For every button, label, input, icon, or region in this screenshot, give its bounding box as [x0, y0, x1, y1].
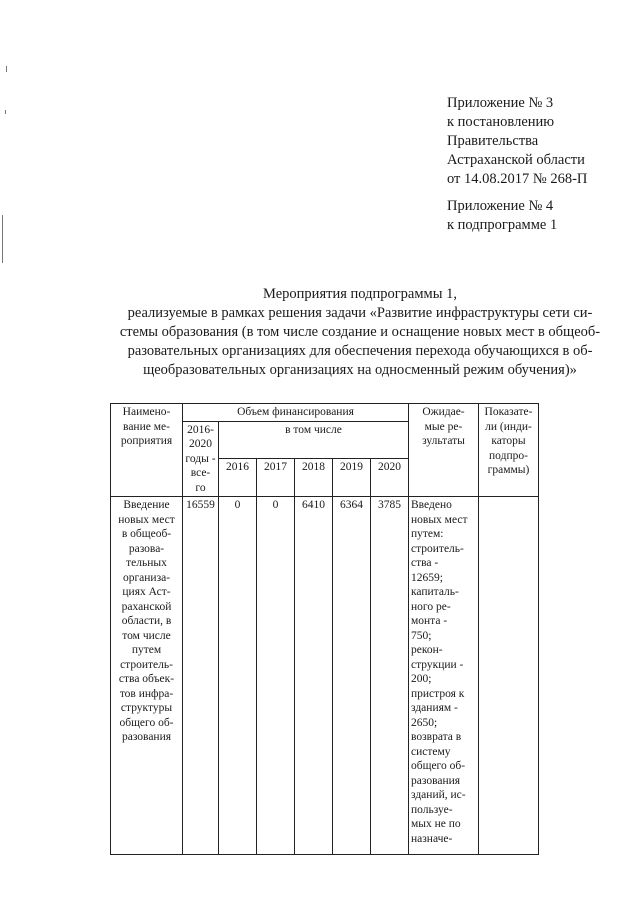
title-line: щеобразовательных организациях на односменный режим обучения)»: [143, 362, 577, 378]
header-year: 2020: [371, 459, 409, 497]
appendix-block-sub: [447, 197, 627, 235]
document-title: [100, 285, 620, 380]
row-indicators: [479, 497, 539, 855]
header-year: 2017: [257, 459, 295, 497]
appendix-line: к постановлению: [447, 114, 555, 130]
title-line: разовательных организациях для обеспечения перехода обучающихся в об-: [127, 343, 593, 359]
scan-mark: [2, 215, 3, 263]
header-total: 2016- 2020 годы - все- го: [183, 421, 219, 497]
row-name: Введение новых мест в общеоб- разова- тельных организа- циях Аст- раханской области, в том числе путем строитель- ства объек- тов инфра- структуры общего об- разования: [111, 497, 183, 855]
header-name: Наимено- вание ме- роприятия: [111, 404, 183, 497]
title-line: Мероприятия подпрограммы 1,: [263, 286, 457, 302]
appendix-line: Астраханской области: [447, 152, 585, 168]
title-line: стемы образования (в том числе создание и оснащение новых мест в общеоб-: [119, 324, 601, 340]
table-row: [111, 497, 539, 855]
header-year: 2016: [219, 459, 257, 497]
appendix-line: к подпрограмме 1: [447, 217, 558, 233]
title-line: реализуемые в рамках решения задачи «Развитие инфраструктуры сети си-: [127, 305, 593, 321]
appendix-line: от 14.08.2017 № 268-П: [447, 171, 588, 187]
appendix-line: Правительства: [447, 133, 539, 149]
header-year: 2019: [333, 459, 371, 497]
appendix-line: Приложение № 3: [447, 95, 554, 111]
row-year-value: 3785: [371, 497, 409, 855]
header-financing: Объем финансирования: [183, 404, 409, 422]
scan-mark: [5, 110, 6, 114]
row-year-value: 0: [257, 497, 295, 855]
appendix-block-main: [447, 94, 627, 189]
scan-mark: [6, 66, 7, 72]
measures-table: [110, 403, 539, 855]
header-results: Ожидае- мые ре- зультаты: [409, 404, 479, 497]
header-indicators: Показате- ли (инди- каторы подпро- граммы): [479, 404, 539, 497]
row-total: 16559: [183, 497, 219, 855]
row-results: Введено новых мест путем: строитель- ства - 12659; капиталь- ного ре- монта - 750; рекон- струкции - 200; пристроя к зданиям - 2650; возврата в систему общего об- разования зданий, ис- пользуе- мых не по назначе-: [409, 497, 479, 855]
row-year-value: 6364: [333, 497, 371, 855]
row-year-value: 0: [219, 497, 257, 855]
appendix-line: Приложение № 4: [447, 198, 554, 214]
header-year: 2018: [295, 459, 333, 497]
row-year-value: 6410: [295, 497, 333, 855]
header-including: в том числе: [219, 421, 409, 459]
